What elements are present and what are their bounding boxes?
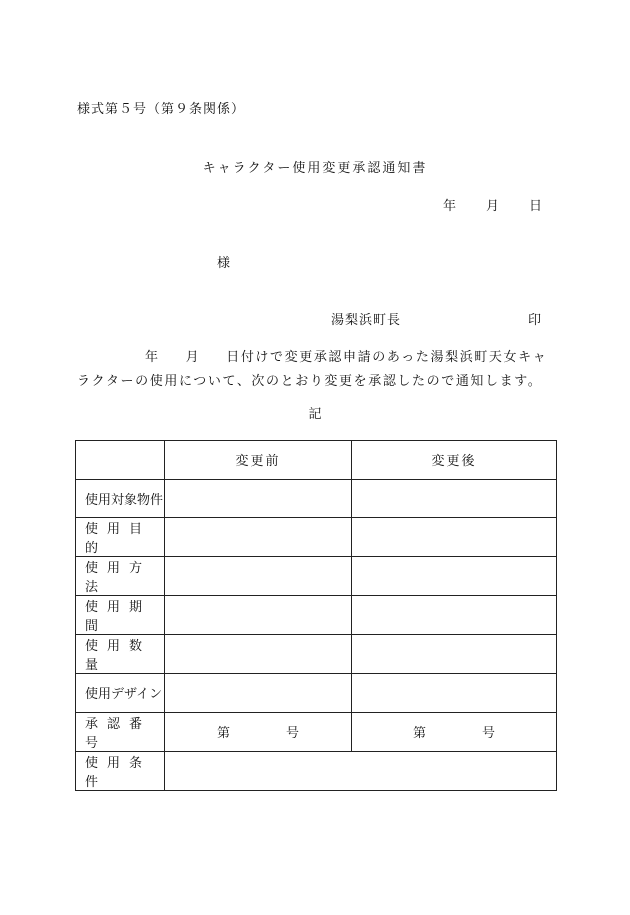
row-label-approval-number: 承認番号 xyxy=(76,712,165,751)
approval-after-prefix: 第 xyxy=(412,726,426,741)
row-label-period: 使用期間 xyxy=(76,596,165,635)
row-label-purpose: 使用目的 xyxy=(76,518,165,557)
approval-after-suffix: 号 xyxy=(482,726,496,741)
row-label-conditions: 使用条件 xyxy=(76,751,165,790)
body-month-label: 月 xyxy=(185,350,201,365)
row-label-quantity: 使用数量 xyxy=(76,635,165,674)
row-label-target: 使用対象物件 xyxy=(76,479,165,518)
cell-purpose-after xyxy=(352,518,557,557)
cell-approval-before xyxy=(165,712,352,751)
date-day-label: 日 xyxy=(529,199,543,214)
body-year-label: 年 xyxy=(145,350,160,365)
cell-quantity-after xyxy=(352,635,557,674)
approval-before-suffix: 号 xyxy=(286,726,300,741)
date-month-label: 月 xyxy=(486,199,500,214)
cell-quantity-before xyxy=(165,635,352,674)
ki-heading: 記 xyxy=(308,407,322,422)
cell-target-before xyxy=(165,479,352,518)
table-row xyxy=(76,751,557,790)
cell-design-after xyxy=(352,674,557,713)
cell-design-before xyxy=(165,674,352,713)
table-row xyxy=(76,674,557,713)
date-year-label: 年 xyxy=(443,199,457,214)
header-before: 変更前 xyxy=(165,441,352,480)
approval-before-prefix: 第 xyxy=(216,726,230,741)
table-header-row xyxy=(76,441,557,480)
row-label-design: 使用デザイン xyxy=(76,674,165,713)
cell-target-after xyxy=(352,479,557,518)
row-label-method: 使用方法 xyxy=(76,557,165,596)
recipient-honorific: 様 xyxy=(217,256,231,271)
change-table xyxy=(75,440,557,791)
table-row xyxy=(76,518,557,557)
cell-conditions xyxy=(165,751,557,790)
form-number: 様式第５号（第９条関係） xyxy=(77,102,246,117)
cell-period-before xyxy=(165,596,352,635)
cell-method-after xyxy=(352,557,557,596)
table-row xyxy=(76,635,557,674)
seal-mark: 印 xyxy=(528,313,542,328)
table-row xyxy=(76,712,557,751)
cell-purpose-before xyxy=(165,518,352,557)
issuer-title: 湯梨浜町長 xyxy=(331,313,402,328)
table-row xyxy=(76,557,557,596)
cell-method-before xyxy=(165,557,352,596)
cell-period-after xyxy=(352,596,557,635)
header-after: 変更後 xyxy=(352,441,557,480)
cell-approval-after xyxy=(352,712,557,751)
body-paragraph xyxy=(77,346,557,394)
table-row xyxy=(76,596,557,635)
table-corner-cell xyxy=(76,441,165,480)
document-title: キャラクター使用変更承認通知書 xyxy=(202,161,428,176)
body-text: 日付けで変更承認申請のあった湯梨浜町天女キャラクターの使用について、次のとおり変更を承認したので通知します。 xyxy=(77,350,548,389)
table-row xyxy=(76,479,557,518)
